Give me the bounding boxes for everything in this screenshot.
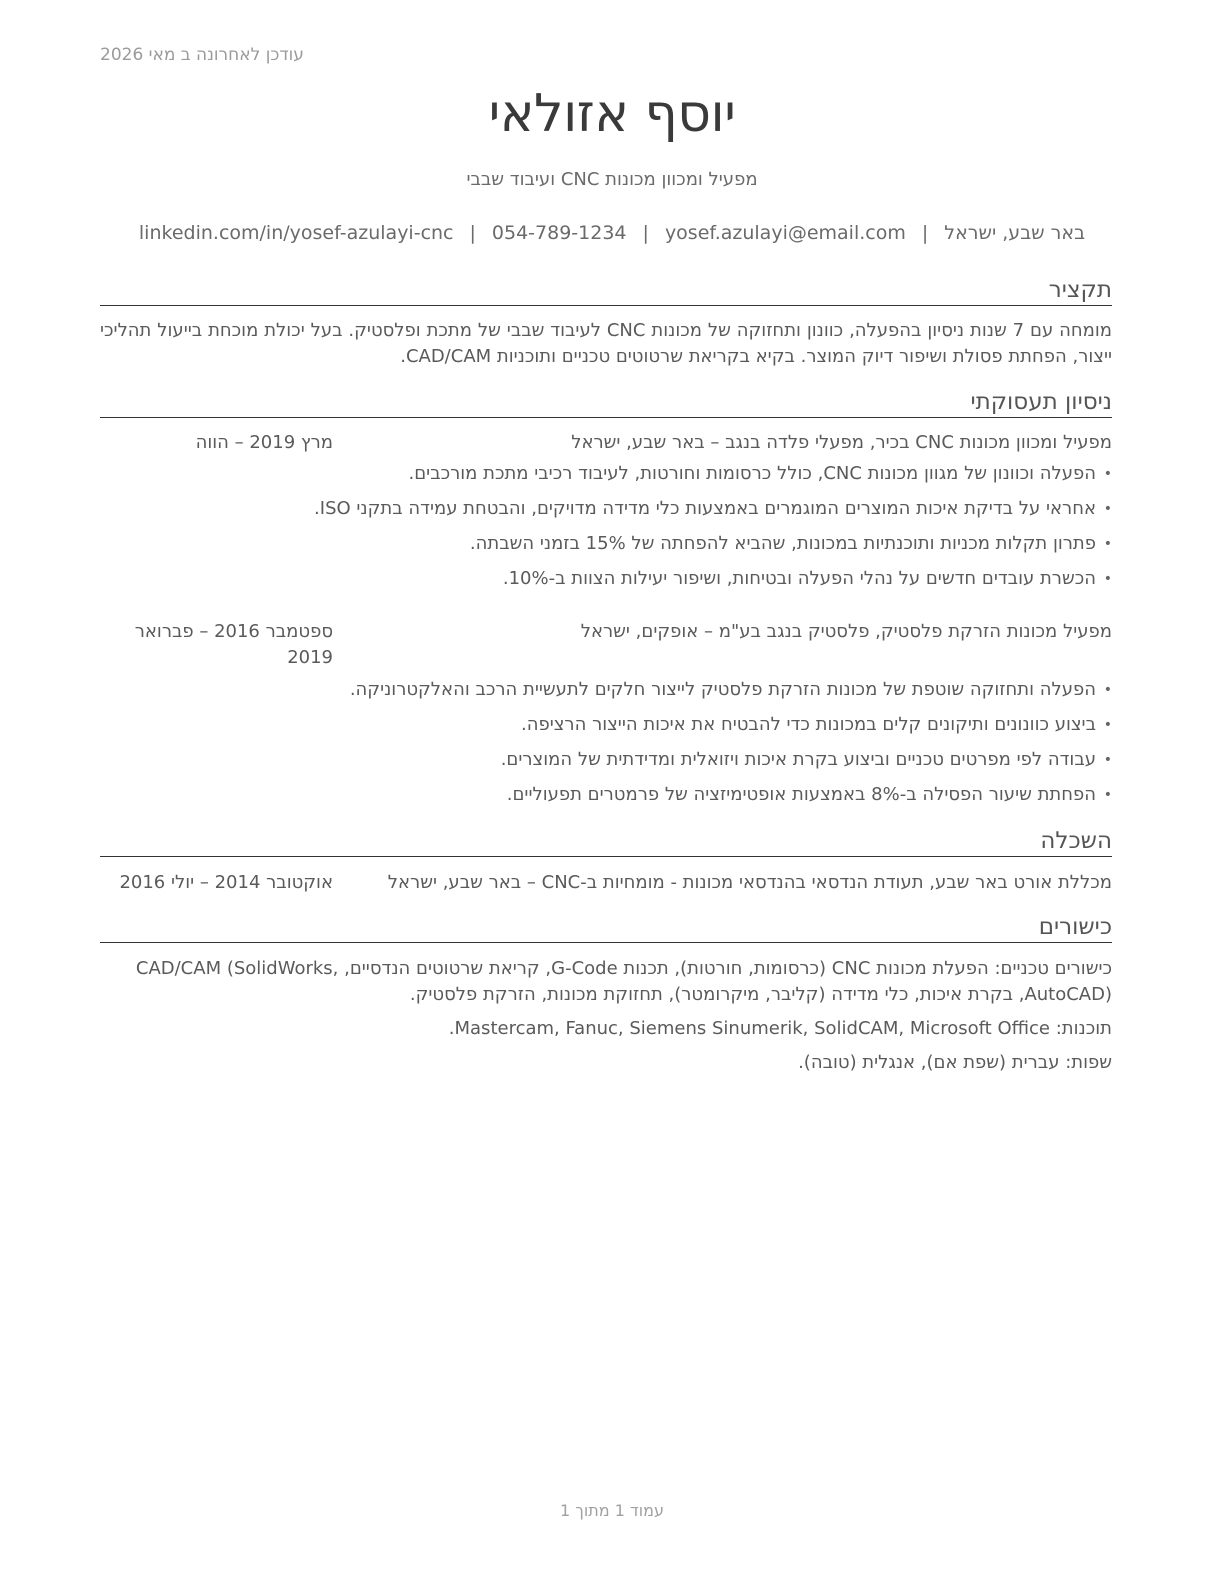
- bullet-item: • הפחתת שיעור הפסילה ב-8% באמצעות אופטימיזציה של פרמטרים תפעוליים.: [100, 782, 1112, 817]
- candidate-name: יוסף אזולאי: [488, 84, 736, 144]
- job-role: מפעיל מכונות הזרקת פלסטיק, פלסטיק בנגב בע"מ – אופקים, ישראל: [580, 621, 1112, 642]
- bullet-item: • פתרון תקלות מכניות ותוכנתיות במכונות, שהביא להפחתה של 15% בזמני השבתה.: [100, 531, 1112, 566]
- last-updated-note: עודכן לאחרונה ב מאי 2026: [100, 45, 304, 65]
- contact-linkedin[interactable]: linkedin.com/in/yosef-azulayi-cnc: [138, 222, 454, 244]
- bullet-item: • הפעלה ותחזוקה שוטפת של מכונות הזרקת פלסטיק לייצור חלקים לתעשיית הרכב והאלקטרוניקה.: [100, 677, 1112, 712]
- job-title: מפעיל ומכוון מכונות CNC ועיבוד שבבי: [466, 169, 758, 190]
- job-bullets: [100, 677, 1112, 817]
- contact-separator: |: [642, 222, 649, 244]
- experience-heading: ניסיון תעסוקתי: [100, 387, 1112, 418]
- summary-heading: תקציר: [100, 275, 1112, 306]
- job-dates: מרץ 2019 – הווה: [195, 432, 333, 453]
- skills-languages: שפות: עברית (שפת אם), אנגלית (טובה).: [798, 1052, 1112, 1073]
- contact-separator: |: [469, 222, 476, 244]
- bullet-item: • אחראי על בדיקת איכות המוצרים המוגמרים באמצעות כלי מדידה מדויקים, והבטחת עמידה בתקני ISO.: [100, 496, 1112, 531]
- education-dates: אוקטובר 2014 – יולי 2016: [119, 872, 333, 893]
- contact-email[interactable]: yosef.azulayi@email.com: [664, 222, 906, 244]
- contact-line: [0, 222, 1224, 244]
- bullet-item: • הפעלה וכוונון של מגוון מכונות CNC, כולל כרסומות וחורטות, לעיבוד רכיבי מתכת מורכבים.: [100, 461, 1112, 496]
- education-heading: השכלה: [100, 826, 1112, 857]
- bullet-item: • ביצוע כוונונים ותיקונים קלים במכונות כדי להבטיח את איכות הייצור הרציפה.: [100, 712, 1112, 747]
- education-institution: מכללת אורט באר שבע, תעודת הנדסאי בהנדסאי מכונות - מומחיות ב-CNC – באר שבע, ישראל: [387, 872, 1112, 893]
- bullet-item: • עבודה לפי מפרטים טכניים וביצוע בקרת איכות ויזואלית ומדידתית של המוצרים.: [100, 747, 1112, 782]
- skills-technical: כישורים טכניים: הפעלת מכונות CNC (כרסומות, חורטות), תכנות G-Code, קריאת שרטוטים הנדסיים, CAD/CAM (SolidWorks, AutoCAD), בקרת איכות, כלי מדידה (קליבר, מיקרומטר), תחזוקת מכונות, הזרקת פלסטיק.: [135, 958, 1112, 1005]
- bullet-item: • הכשרת עובדים חדשים על נהלי הפעלה ובטיחות, ושיפור יעילות הצוות ב-10%.: [100, 566, 1112, 601]
- job-role: מפעיל ומכוון מכונות CNC בכיר, מפעלי פלדה בנגב – באר שבע, ישראל: [571, 432, 1112, 453]
- contact-location: באר שבע, ישראל: [944, 222, 1086, 244]
- job-bullets: [100, 461, 1112, 601]
- job-dates: ספטמבר 2016 – פברואר 2019: [134, 621, 333, 668]
- summary-text: מומחה עם 7 שנות ניסיון בהפעלה, כוונון ותחזוקה של מכונות CNC לעיבוד שבבי של מתכת ופלסטיק. בעל יכולת מוכחת בייעול תהליכי ייצור, הפחתת פסולת ושיפור דיוק המוצר. בקיא בקריאת שרטוטים טכניים ותוכניות CAD/CAM.: [100, 320, 1112, 367]
- contact-phone[interactable]: 054-789-1234: [491, 222, 627, 244]
- skills-heading: כישורים: [100, 912, 1112, 943]
- contact-separator: |: [921, 222, 929, 244]
- page-number: עמוד 1 מתוך 1: [560, 1501, 664, 1520]
- skills-software: תוכנות: Mastercam, Fanuc, Siemens Sinumerik, SolidCAM, Microsoft Office.: [448, 1018, 1112, 1039]
